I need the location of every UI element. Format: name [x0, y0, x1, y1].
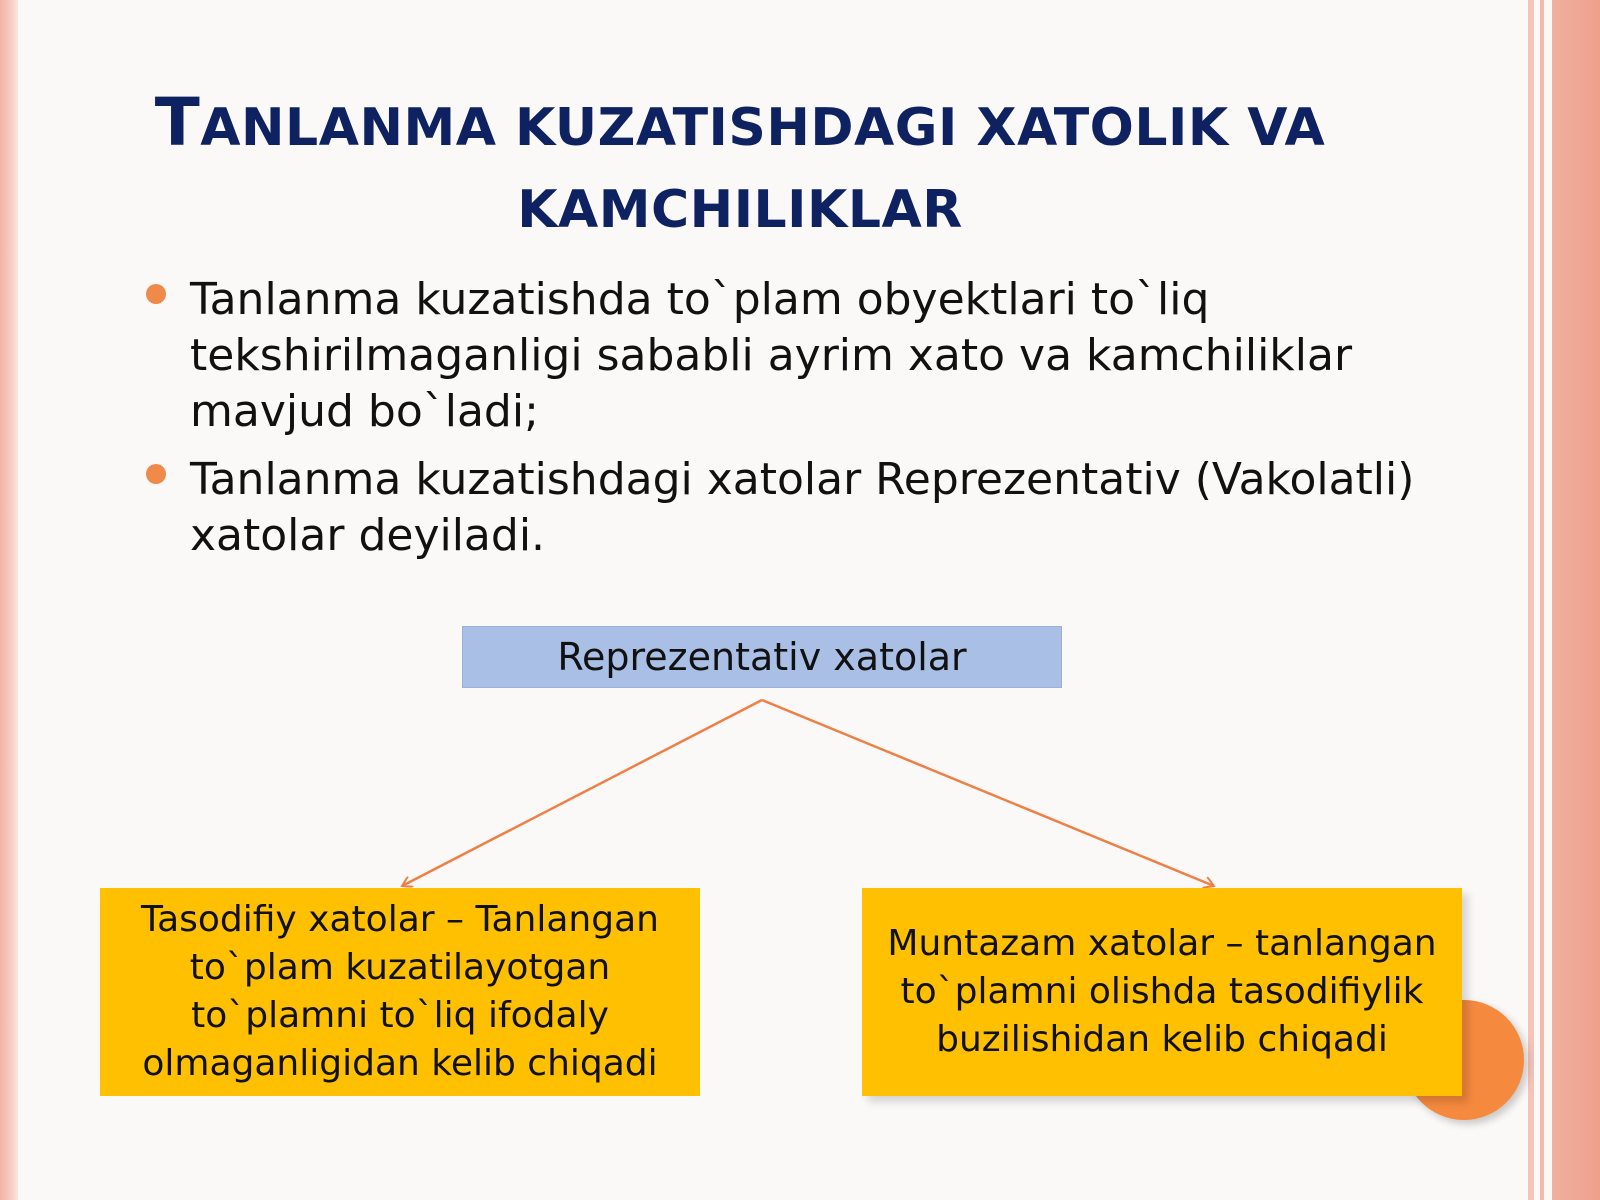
title-line-1-text: ANLANMA KUZATISHDAGI XATOLIK VA	[200, 98, 1326, 158]
diagram-left-box	[100, 888, 700, 1096]
diagram-right-label: Muntazam xatolar – tanlangan to`plamni olishda tasodifiylik buzilishidan kelib chiqadi	[887, 923, 1437, 1060]
connector-left-arrow	[402, 700, 762, 886]
diagram-right-box	[862, 888, 1462, 1096]
bullet-text: Tanlanma kuzatishda to`plam obyektlari to`liq tekshirilmaganligi sababli ayrim xato va kamchiliklar mavjud bo`ladi;	[190, 274, 1353, 437]
diagram-left-label: Tasodifiy xatolar – Tanlangan to`plam kuzatilayotgan to`plamni to`liq ifodaly olmaganligidan kelib chiqadi	[141, 899, 659, 1084]
connector-right-arrow	[762, 700, 1214, 886]
bullet-text: Tanlanma kuzatishdagi xatolar Reprezentativ (Vakolatli) xatolar deyiladi.	[190, 454, 1415, 561]
title-initial: T	[154, 84, 201, 161]
diagram-root-label: Reprezentativ xatolar	[557, 635, 967, 679]
title-line-2: KAMCHILIKLAR	[517, 180, 963, 240]
diagram-root-box	[462, 626, 1062, 688]
